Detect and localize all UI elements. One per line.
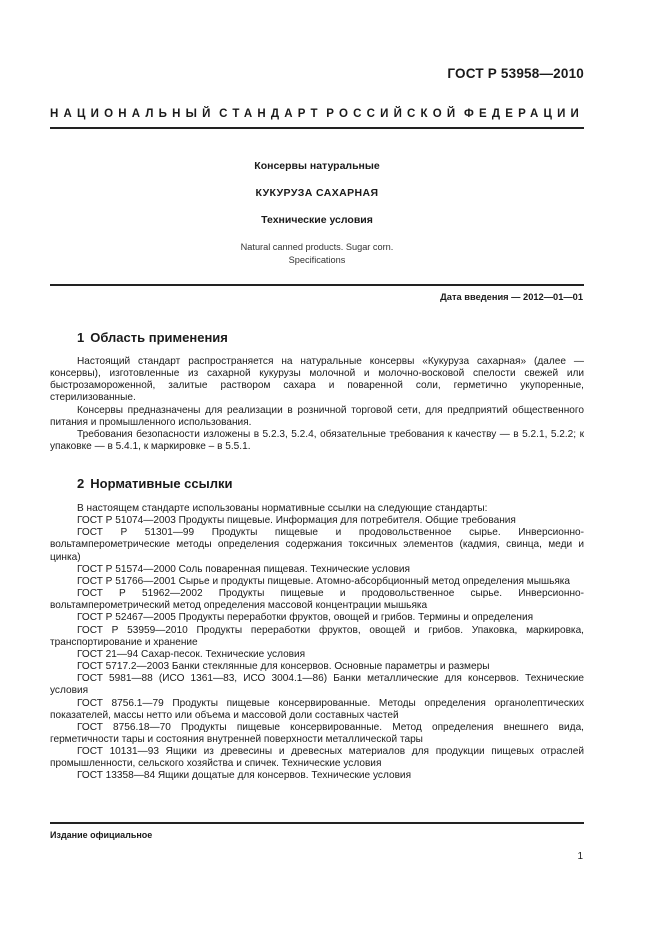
reference-item: ГОСТ 5981—88 (ИСО 1361—83, ИСО 3004.1—86) Банки металлические для консервов. Технические условия [50, 673, 584, 697]
title-english-line1: Natural canned products. Sugar corn. [240, 242, 394, 252]
section2-heading [77, 476, 232, 491]
section2-number: 2 [77, 476, 85, 491]
reference-item: ГОСТ Р 51766—2001 Сырье и продукты пищевые. Атомно-абсорбционный метод определения мышьяка [77, 575, 571, 587]
title-divider [50, 284, 584, 286]
footer-divider [50, 822, 584, 824]
title-spec: Технические условия [261, 214, 373, 226]
reference-item: ГОСТ Р 52467—2005 Продукты переработки фруктов, овощей и грибов. Термины и определения [77, 612, 534, 624]
section2-title: Нормативные ссылки [90, 476, 233, 491]
section1-heading [77, 330, 228, 345]
reference-item: ГОСТ Р 51574—2000 Соль поваренная пищевая. Технические условия [77, 563, 411, 575]
reference-item: В настоящем стандарте использованы нормативные ссылки на следующие стандарты: [77, 503, 488, 514]
reference-item: ГОСТ Р 51074—2003 Продукты пищевые. Информация для потребителя. Общие требования [77, 515, 516, 527]
reference-item: ГОСТ 21—94 Сахар-песок. Технические условия [77, 648, 306, 660]
section1-title: Область применения [90, 330, 228, 345]
section1-paragraph: Требования безопасности изложены в 5.2.3, 5.2.4, обязательные требования к качеству — в 5.2.1, 5.2.2; к упаковке — в 5.4.1, к маркировке – в 5.5.1. [50, 428, 584, 453]
banner-word-2: СТАНДАРТ [219, 108, 323, 120]
section1-paragraph: Консервы предназначены для реализации в розничной торговой сети, для предприятий общественного питания и промышленного использования. [50, 404, 584, 428]
title-category: Консервы натуральные [254, 160, 380, 172]
reference-item: ГОСТ Р 53959—2010 Продукты переработки фруктов, овощей и грибов. Упаковка, маркировка, транспортирование и хранение [50, 624, 584, 648]
banner-word-1: НАЦИОНАЛЬНЫЙ [50, 108, 216, 120]
section2-body [50, 503, 584, 783]
reference-item: ГОСТ 10131—93 Ящики из древесины и древесных материалов для продукции пищевых отраслей промышленности, сельского хозяйства и спичек. Технические условия [50, 746, 584, 770]
reference-item: ГОСТ 13358—84 Ящики дощатые для консервов. Технические условия [77, 770, 412, 782]
edition-label: Издание официальное [50, 830, 153, 840]
reference-item: ГОСТ 5717.2—2003 Банки стеклянные для консервов. Основные параметры и размеры [77, 661, 490, 673]
section1-body [50, 356, 584, 453]
national-standard-banner [50, 108, 584, 120]
reference-item: ГОСТ 8756.18—70 Продукты пищевые консервированные. Метод определения внешнего вида, герметичности тары и состояния внутренней поверхности металлической тары [50, 721, 584, 745]
banner-word-3: РОССИЙСКОЙ [326, 108, 461, 120]
top-divider [50, 127, 584, 129]
reference-item: ГОСТ Р 51962—2002 Продукты пищевые и продовольственное сырье. Инверсионно-вольтамперометрический метод определения массовой концентрации мышьяка [50, 588, 584, 612]
reference-item: ГОСТ 8756.1—79 Продукты пищевые консервированные. Методы определения органолептических показателей, массы нетто или объема и массовой доли составных частей [50, 697, 584, 721]
reference-item: ГОСТ Р 51301—99 Продукты пищевые и продовольственное сырье. Инверсионно-вольтамперометрические методы определения содержания токсичных элементов (кадмия, свинца, меди и цинка) [50, 527, 584, 563]
title-english-line2: Specifications [288, 255, 346, 265]
title-english [50, 241, 584, 267]
document-id: ГОСТ Р 53958—2010 [447, 66, 584, 81]
banner-word-4: ФЕДЕРАЦИИ [463, 108, 584, 120]
section1-number: 1 [77, 330, 85, 345]
page-number: 1 [577, 851, 583, 862]
title-product: КУКУРУЗА САХАРНАЯ [255, 187, 379, 199]
intro-date: Дата введения — 2012—01—01 [440, 292, 583, 302]
section1-paragraph: Настоящий стандарт распространяется на натуральные консервы «Кукуруза сахарная» (далее — консервы), изготовленные из сахарной кукурузы молочной и молочно-восковой спелости свежей или быстрозамороженной, залитые раствором сахара и поваренной соли, герметично укупоренные, стерилизованные. [50, 356, 584, 404]
